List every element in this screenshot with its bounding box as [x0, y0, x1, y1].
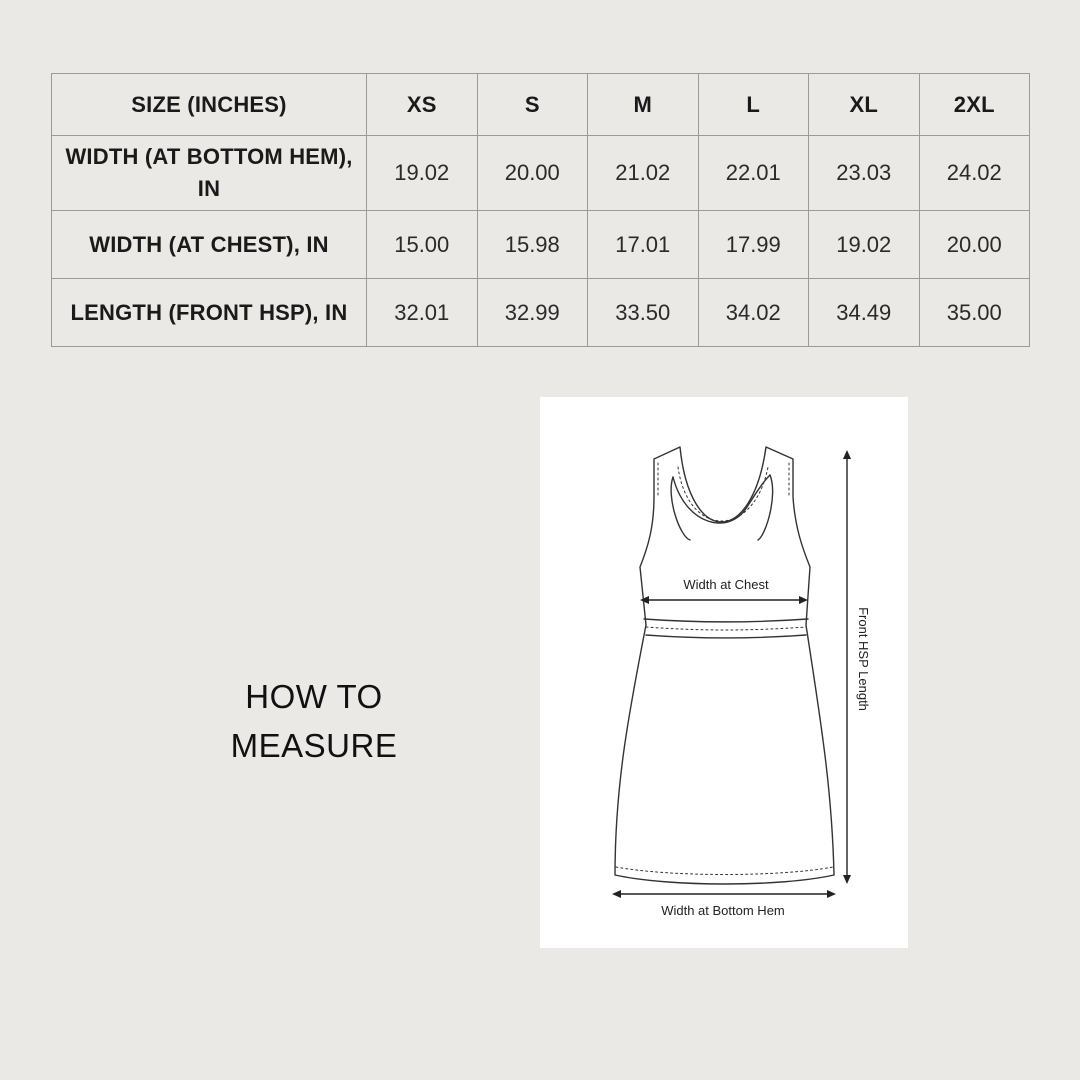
table-cell: 17.01 — [588, 211, 699, 279]
table-cell: 33.50 — [588, 279, 699, 347]
row-label-bottom-hem: WIDTH (AT BOTTOM HEM), IN — [52, 136, 367, 211]
header-2xl: 2XL — [919, 74, 1030, 136]
dress-outline — [615, 447, 834, 884]
row-label-chest: WIDTH (AT CHEST), IN — [52, 211, 367, 279]
length-label: Front HSP Length — [856, 607, 871, 711]
table-cell: 20.00 — [477, 136, 588, 211]
header-l: L — [698, 74, 809, 136]
table-cell: 32.01 — [367, 279, 478, 347]
table-row — [52, 211, 1030, 279]
table-cell: 23.03 — [809, 136, 920, 211]
table-cell: 19.02 — [809, 211, 920, 279]
table-cell: 32.99 — [477, 279, 588, 347]
header-m: M — [588, 74, 699, 136]
table-cell: 22.01 — [698, 136, 809, 211]
table-cell: 20.00 — [919, 211, 1030, 279]
table-row — [52, 279, 1030, 347]
hem-label: Width at Bottom Hem — [661, 903, 785, 918]
how-to-measure-title: HOW TO MEASURE — [230, 678, 398, 764]
table-cell: 21.02 — [588, 136, 699, 211]
table-cell: 34.02 — [698, 279, 809, 347]
measurement-diagram — [540, 397, 908, 948]
table-cell: 15.98 — [477, 211, 588, 279]
header-size-label: SIZE (INCHES) — [52, 74, 367, 136]
size-chart-table — [51, 73, 1030, 347]
header-xs: XS — [367, 74, 478, 136]
header-s: S — [477, 74, 588, 136]
table-cell: 24.02 — [919, 136, 1030, 211]
table-header-row — [52, 74, 1030, 136]
header-xl: XL — [809, 74, 920, 136]
row-label-length: LENGTH (FRONT HSP), IN — [52, 279, 367, 347]
table-cell: 35.00 — [919, 279, 1030, 347]
table-cell: 19.02 — [367, 136, 478, 211]
table-cell: 34.49 — [809, 279, 920, 347]
chest-label: Width at Chest — [683, 577, 769, 592]
dress-illustration — [540, 397, 908, 948]
table-cell: 17.99 — [698, 211, 809, 279]
table-row — [52, 136, 1030, 211]
table-cell: 15.00 — [367, 211, 478, 279]
